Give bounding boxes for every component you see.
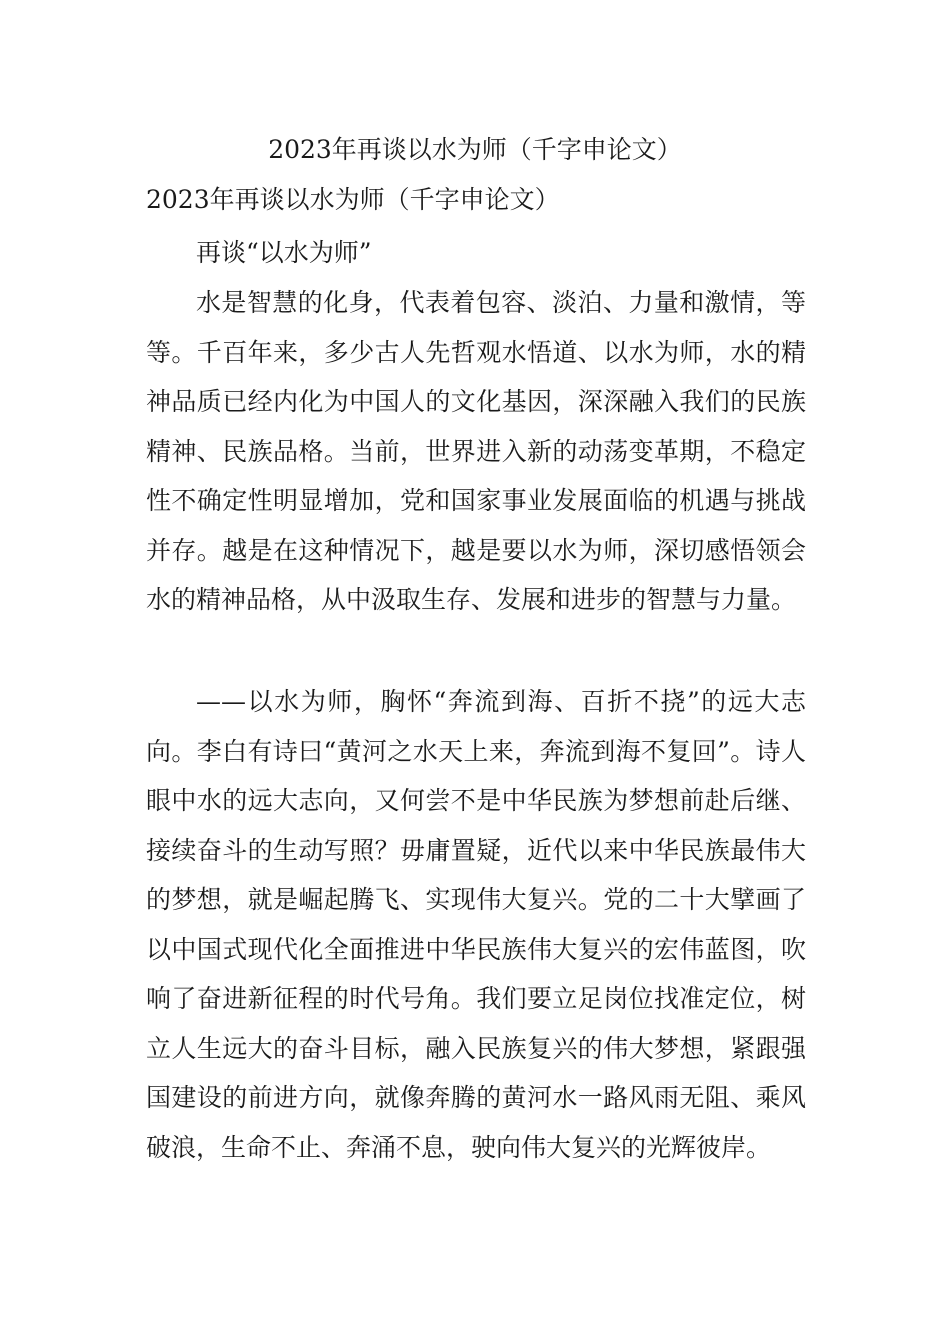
paragraph-intro: 水是智慧的化身，代表着包容、淡泊、力量和激情，等等。千百年来，多少古人先哲观水悟道、以水为师，水的精神品质已经内化为中国人的文化基因，深深融入我们的民族精神、民族品格。当前，世界进入新的动荡变革期，不稳定性不确定性明显增加，党和国家事业发展面临的机遇与挑战并存。越是在这种情况下，越是要以水为师，深切感悟领会水的精神品格，从中汲取生存、发展和进步的智慧与力量。 (146, 288, 806, 614)
paragraph-ambition: ——以水为师，胸怀“奔流到海、百折不挠”的远大志向。李白有诗曰“黄河之水天上来，奔流到海不复回”。诗人眼中水的远大志向，又何尝不是中华民族为梦想前赴后继、接续奋斗的生动写照？毋庸置疑，近代以来中华民族最伟大的梦想，就是崛起腾飞、实现伟大复兴。党的二十大擘画了以中国式现代化全面推进中华民族伟大复兴的宏伟蓝图，吹响了奋进新征程的时代号角。我们要立足岗位找准定位，树立人生远大的奋斗目标，融入民族复兴的伟大梦想，紧跟强国建设的前进方向，就像奔腾的黄河水一路风雨无阻、乘风破浪，生命不止、奔涌不息，驶向伟大复兴的光辉彼岸。 (146, 687, 806, 1162)
document-title: 2023年再谈以水为师（千字申论文） (268, 135, 682, 164)
document-subtitle: 2023年再谈以水为师（千字申论文） (146, 185, 560, 214)
section-heading: 再谈“以水为师” (196, 238, 372, 267)
